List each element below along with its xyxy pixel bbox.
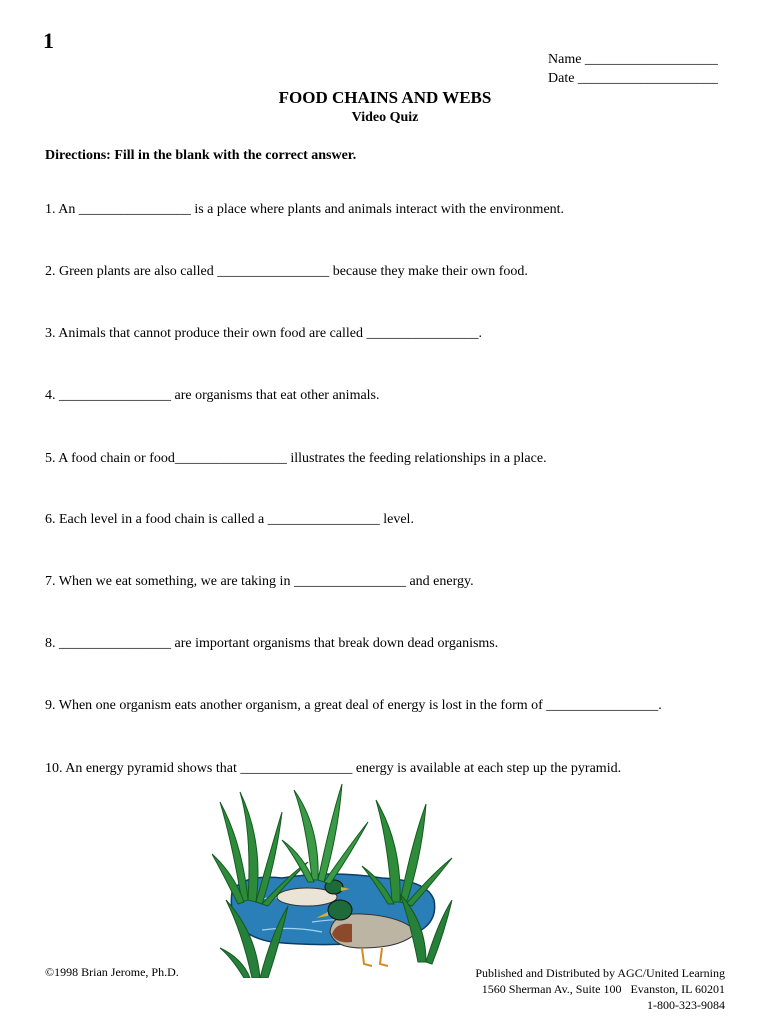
page-number: 1 [43, 28, 54, 53]
publisher-line: Published and Distributed by AGC/United Learning [475, 966, 725, 980]
date-field-line[interactable]: Date ____________________ [548, 71, 718, 86]
question-6[interactable]: 6. Each level in a food chain is called a ________________ level. [45, 512, 414, 527]
publisher-phone: 1-800-323-9084 [647, 998, 725, 1012]
publisher-info [475, 965, 725, 1013]
pond-ducks-reeds-illustration [212, 782, 456, 978]
question-1[interactable]: 1. An ________________ is a place where plants and animals interact with the environment. [45, 202, 565, 217]
name-field-line[interactable]: Name ___________________ [548, 52, 718, 67]
question-5[interactable]: 5. A food chain or food________________ illustrates the feeding relationships in a place. [45, 451, 547, 466]
question-9[interactable]: 9. When one organism eats another organism, a great deal of energy is lost in the form of ________________. [45, 698, 662, 713]
question-7[interactable]: 7. When we eat something, we are taking in ________________ and energy. [45, 574, 474, 589]
directions-text: Directions: Fill in the blank with the correct answer. [45, 148, 357, 163]
copyright-text: ©1998 Brian Jerome, Ph.D. [45, 965, 179, 979]
name-date-block [548, 50, 718, 88]
page-subtitle: Video Quiz [351, 110, 419, 125]
publisher-address: 1560 Sherman Av., Suite 100 Evanston, IL 60201 [481, 982, 725, 996]
question-10[interactable]: 10. An energy pyramid shows that ________________ energy is available at each step up the pyramid. [45, 761, 622, 776]
question-4[interactable]: 4. ________________ are organisms that eat other animals. [45, 388, 380, 403]
page-title: FOOD CHAINS AND WEBS [278, 88, 492, 107]
question-2[interactable]: 2. Green plants are also called ________________ because they make their own food. [45, 264, 528, 279]
question-3[interactable]: 3. Animals that cannot produce their own food are called ________________. [45, 326, 483, 341]
question-8[interactable]: 8. ________________ are important organisms that break down dead organisms. [45, 636, 499, 651]
